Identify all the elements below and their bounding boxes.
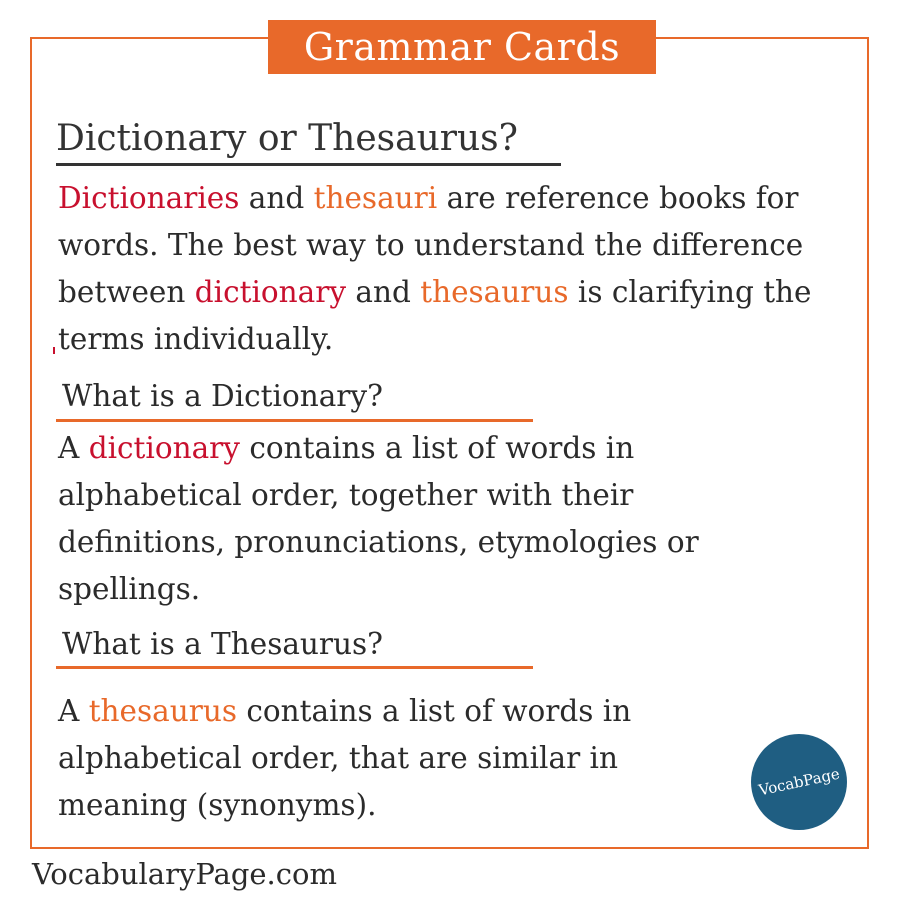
dictionary-heading: What is a Dictionary? [62, 379, 383, 413]
logo-text: VocabPage [756, 764, 842, 800]
intro-text-2: are reference books for words. The best way to understand the difference between [58, 181, 804, 309]
term-thesaurus: thesaurus [420, 275, 569, 309]
thesaurus-paragraph [58, 688, 738, 829]
thesaurus-text-2: contains a list of words in alphabetical order, that are similar in meaning (synonyms). [58, 694, 632, 822]
dictionary-term: dictionary [88, 431, 240, 465]
intro-text-4: is clarifying the terms individually. [58, 275, 812, 356]
thesaurus-heading-rule [56, 666, 533, 669]
dictionary-heading-rule [56, 419, 533, 422]
vocabpage-logo [751, 734, 847, 830]
title-banner: Grammar Cards [268, 20, 656, 74]
intro-text-1: and [239, 181, 314, 215]
main-heading: Dictionary or Thesaurus? [56, 118, 518, 159]
dictionary-paragraph [58, 425, 798, 613]
thesaurus-term: thesaurus [88, 694, 237, 728]
main-heading-rule [56, 163, 561, 166]
thesaurus-heading: What is a Thesaurus? [62, 627, 383, 661]
thesaurus-text-1: A [58, 694, 89, 728]
intro-paragraph [58, 175, 873, 363]
term-dictionaries: Dictionaries [58, 181, 240, 215]
intro-text-3: and [346, 275, 421, 309]
term-thesauri: thesauri [313, 181, 438, 215]
dictionary-text-2: contains a list of words in alphabetical order, together with their definitions, pronunciations, etymologies or spellings. [58, 431, 699, 606]
stray-mark [53, 347, 55, 354]
dictionary-text-1: A [58, 431, 89, 465]
footer-site-name: VocabularyPage.com [32, 857, 337, 891]
term-dictionary: dictionary [194, 275, 346, 309]
